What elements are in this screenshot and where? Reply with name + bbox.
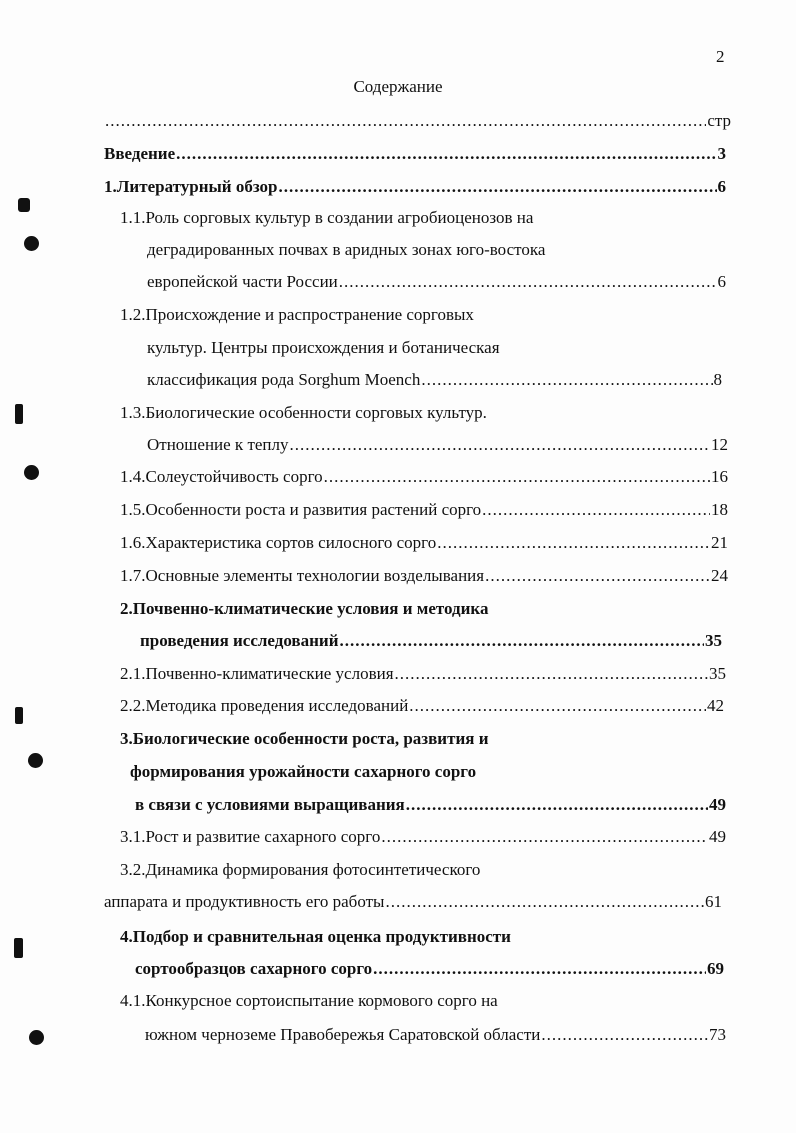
toc-entry [120,598,488,620]
toc-leader-dots [105,110,706,132]
toc-leader-dots [437,532,710,554]
toc-entry-title: аппарата и продуктивность его работы [104,892,385,911]
toc-leader-dots [373,958,706,980]
toc-leader-dots [381,826,708,848]
toc-entry-page: стр [707,111,731,130]
toc-entry-title: южном черноземе Правобережья Саратовской области [145,1025,541,1044]
toc-entry [104,176,726,198]
toc-entry [145,1024,726,1046]
binder-mark [15,707,23,724]
toc-entry-title: 1.2.Происхождение и распространение сорговых [120,305,474,324]
toc-entry [120,402,487,424]
toc-leader-dots [324,466,710,488]
binder-mark [18,198,30,212]
toc-entry-page: 12 [711,435,728,454]
binder-mark [15,404,23,424]
toc-entry [120,207,533,229]
toc-entry [147,337,500,359]
toc-entry [120,695,724,717]
toc-entry-title: формирования урожайности сахарного сорго [130,762,477,781]
toc-entry [147,271,726,293]
toc-entry-title: 1.1.Роль сорговых культур в создании агробиоценозов на [120,208,534,227]
toc-entry-title: европейской части России [147,272,338,291]
toc-leader-dots [485,565,710,587]
toc-leader-dots [279,176,717,198]
toc-entry [120,565,728,587]
toc-entry [120,466,728,488]
toc-entry-page: 3 [717,144,726,163]
toc-entry-title: 2.1.Почвенно-климатические условия [120,664,394,683]
toc-entry [120,859,480,881]
toc-entry-title: 1.7.Основные элементы технологии возделывания [120,566,485,585]
toc-entry-page: 24 [711,566,728,585]
toc-entry-page: 18 [711,500,728,519]
toc-leader-dots [482,499,710,521]
toc-entry-page: 73 [709,1025,726,1044]
toc-entry-page: 69 [707,959,724,978]
toc-entry-page: 8 [713,370,722,389]
toc-entry [135,794,726,816]
page-title: Содержание [353,77,443,96]
toc-leader-dots [339,271,717,293]
toc-entry-title: 4.1.Конкурсное сортоиспытание кормового сорго на [120,991,498,1010]
toc-entry-title: деградированных почвах в аридных зонах юго-востока [147,240,546,259]
toc-entry [130,761,476,783]
toc-leader-dots [421,369,712,391]
toc-entry-title: 3.1.Рост и развитие сахарного сорго [120,827,381,846]
toc-entry-page: 49 [709,795,726,814]
toc-entry [120,990,498,1012]
toc-entry [135,958,724,980]
toc-entry-title: 3.2.Динамика формирования фотосинтетического [120,860,481,879]
toc-entry-page: 42 [707,696,724,715]
toc-entry-title: в связи с условиями выращивания [135,795,405,814]
binder-hole [24,465,39,480]
toc-entry-title: 2.Почвенно-климатические условия и методика [120,599,489,618]
page-number: 2 [716,47,725,66]
toc-entry-title: 1.3.Биологические особенности сорговых культур. [120,403,487,422]
toc-entry-page: 61 [705,892,722,911]
toc-leader-dots [340,630,705,652]
toc-entry-page: 35 [709,664,726,683]
toc-entry-page: 6 [717,272,726,291]
toc-leader-dots [409,695,706,717]
toc-entry-page: 16 [711,467,728,486]
toc-leader-dots [406,794,708,816]
toc-entry-title: 1.4.Солеустойчивость сорго [120,467,323,486]
toc-entry-title: классификация рода Sorghum Moench [147,370,421,389]
toc-entry-page: 35 [705,631,722,650]
toc-entry-title: 1.Литературный обзор [104,177,278,196]
toc-leader-dots [541,1024,708,1046]
toc-entry-title: 1.6.Характеристика сортов силосного сорго [120,533,437,552]
binder-hole [24,236,39,251]
toc-entry [120,532,728,554]
toc-leader-dots [176,143,716,165]
binder-hole [29,1030,44,1045]
toc-entry [120,826,726,848]
toc-entry [120,499,728,521]
toc-entry-title: Отношение к теплу [147,435,289,454]
toc-leader-dots [385,891,704,913]
toc-entry-page: 21 [711,533,728,552]
toc-entry-page: 6 [717,177,726,196]
toc-entry [147,369,722,391]
toc-entry [104,891,722,913]
toc-entry [120,304,474,326]
toc-entry [147,239,545,261]
toc-entry-page: 49 [709,827,726,846]
toc-entry [120,926,511,948]
toc-entry [140,630,722,652]
toc-leader-dots [395,663,708,685]
toc-entry [147,434,728,456]
binder-mark [14,938,23,958]
toc-entry-title: сортообразцов сахарного сорго [135,959,373,978]
toc-entry [104,110,731,132]
toc-entry-title: проведения исследований [140,631,339,650]
toc-entry-title: 1.5.Особенности роста и развития растений сорго [120,500,482,519]
toc-entry-title: Введение [104,144,176,163]
toc-entry-title: 4.Подбор и сравнительная оценка продуктивности [120,927,511,946]
toc-entry-title: 2.2.Методика проведения исследований [120,696,409,715]
toc-entry-title: 3.Биологические особенности роста, развития и [120,729,489,748]
toc-entry [120,728,489,750]
toc-entry [120,663,726,685]
binder-hole [28,753,43,768]
toc-entry [104,143,726,165]
toc-entry-title: культур. Центры происхождения и ботаническая [147,338,500,357]
toc-leader-dots [290,434,711,456]
